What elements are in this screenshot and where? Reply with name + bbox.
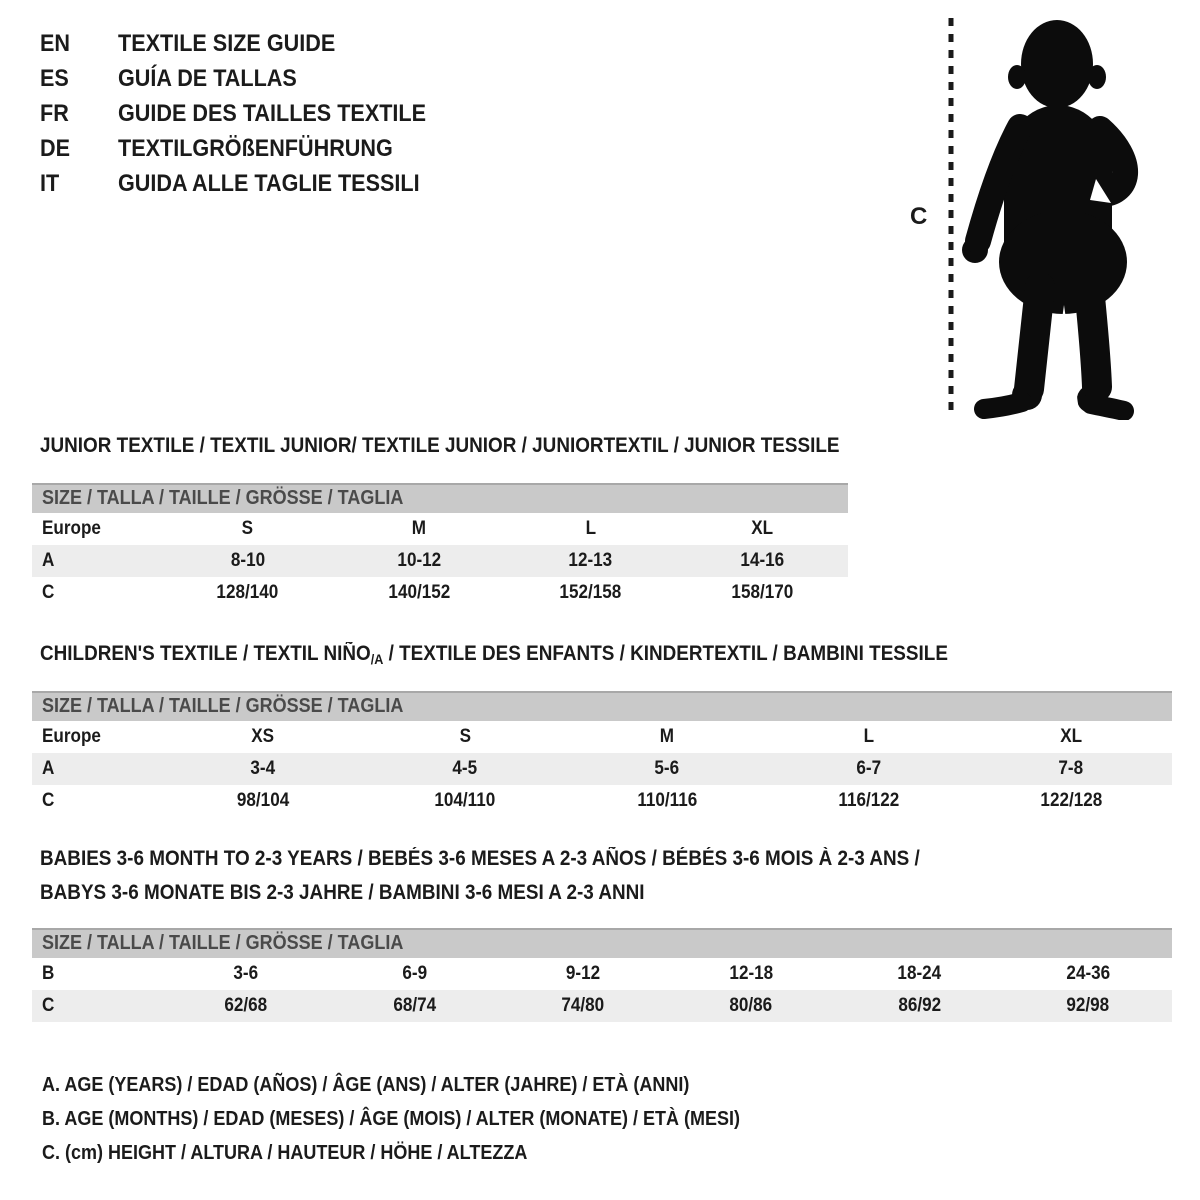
cell-value: 5-6 — [654, 758, 680, 779]
cell-value: XS — [251, 726, 275, 747]
cell-value: 3-4 — [250, 758, 276, 779]
language-code: ES — [40, 65, 69, 92]
row-label: A — [42, 758, 55, 779]
cell-value: 104/110 — [434, 790, 496, 811]
cell-value: 24-36 — [1065, 963, 1110, 984]
cell-value: XL — [1060, 726, 1082, 747]
legend-line-b: B. AGE (MONTHS) / EDAD (MESES) / ÂGE (MOIS) / ALTER (MONATE) / ETÀ (MESI) — [42, 1108, 740, 1130]
legend-line-a: A. AGE (YEARS) / EDAD (AÑOS) / ÂGE (ANS) / ALTER (JAHRE) / ETÀ (ANNI) — [42, 1074, 690, 1096]
language-row — [40, 166, 460, 201]
nino-a-subscript: /A — [370, 651, 384, 667]
language-row — [40, 131, 460, 166]
row-label: A — [42, 550, 55, 571]
height-measure-dashed-line — [947, 16, 955, 420]
language-code: EN — [40, 30, 71, 57]
measurement-legend — [42, 1068, 818, 1170]
cell-value: S — [242, 518, 254, 539]
legend-line-c: C. (cm) HEIGHT / ALTURA / HAUTEUR / HÖHE / ALTEZZA — [42, 1142, 528, 1164]
cell-value: 62/68 — [224, 995, 268, 1016]
junior-size-table — [32, 483, 848, 609]
cell-value: 110/116 — [637, 790, 697, 811]
height-measure-figure — [900, 0, 1200, 430]
cell-value: 122/128 — [1040, 790, 1102, 811]
table-row — [32, 753, 1172, 785]
cell-value: 10-12 — [397, 550, 442, 571]
section-heading-junior: JUNIOR TEXTILE / TEXTIL JUNIOR/ TEXTILE JUNIOR / JUNIORTEXTIL / JUNIOR TESSILE — [40, 434, 840, 457]
table-row — [32, 958, 1172, 990]
cell-value: S — [459, 726, 471, 747]
children-size-table — [32, 691, 1172, 817]
language-row — [40, 26, 460, 61]
cell-value: L — [863, 726, 875, 747]
cell-value: XL — [751, 518, 774, 539]
cell-value: 86/92 — [898, 995, 941, 1016]
section-heading-children: CHILDREN'S TEXTILE / TEXTIL $NIÑO_{/A}$ / TEXTILE DES ENFANTS / KINDERTEXTIL / BAMBINI TESSILE — [40, 642, 948, 667]
cell-value: 128/140 — [216, 582, 279, 603]
cell-value: 6-9 — [402, 963, 427, 984]
table-row — [32, 990, 1172, 1022]
table-row — [32, 577, 848, 609]
size-header-bar: SIZE / TALLA / TAILLE / GRÖSSE / TAGLIA — [32, 483, 848, 513]
cell-value: 14-16 — [740, 550, 785, 571]
cell-value: 68/74 — [393, 995, 436, 1016]
babies-size-table — [32, 928, 1172, 1022]
cell-value: 80/86 — [729, 995, 773, 1016]
cell-value: 158/170 — [731, 582, 794, 603]
language-title-block — [40, 26, 460, 201]
cell-value: 4-5 — [452, 758, 478, 779]
cell-value: 12-18 — [729, 963, 774, 984]
language-code: IT — [40, 170, 60, 197]
row-label: Europe — [42, 518, 101, 539]
cell-value: 6-7 — [856, 758, 882, 779]
row-label: Europe — [42, 726, 101, 747]
section-heading-babies-line1: BABIES 3-6 MONTH TO 2-3 YEARS / BEBÉS 3-6 MESES A 2-3 AÑOS / BÉBÉS 3-6 MOIS À 2-3 ANS / — [40, 847, 920, 870]
cell-value: 98/104 — [236, 790, 290, 811]
cell-value: L — [585, 518, 596, 539]
language-code: DE — [40, 135, 71, 162]
guide-title: GUÍA DE TALLAS — [118, 65, 297, 92]
guide-title: TEXTILGRÖßENFÜHRUNG — [118, 135, 393, 162]
row-label: C — [42, 582, 55, 603]
table-row — [32, 513, 848, 545]
cell-value: M — [412, 518, 427, 539]
row-label: C — [42, 995, 55, 1016]
cell-value: M — [659, 726, 675, 747]
language-code: FR — [40, 100, 69, 127]
language-row — [40, 61, 460, 96]
guide-title: GUIDA ALLE TAGLIE TESSILI — [118, 170, 420, 197]
cell-value: 18-24 — [897, 963, 942, 984]
table-row — [32, 545, 848, 577]
guide-title: GUIDE DES TAILLES TEXTILE — [118, 100, 427, 127]
table-row — [32, 721, 1172, 753]
cell-value: 116/122 — [838, 790, 900, 811]
size-header-bar: SIZE / TALLA / TAILLE / GRÖSSE / TAGLIA — [32, 691, 1172, 721]
height-measure-label: C — [910, 203, 928, 230]
section-heading-babies-line2: BABYS 3-6 MONATE BIS 2-3 JAHRE / BAMBINI 3-6 MESI A 2-3 ANNI — [40, 881, 645, 904]
toddler-silhouette-icon — [960, 15, 1140, 420]
cell-value: 152/158 — [559, 582, 622, 603]
cell-value: 9-12 — [565, 963, 600, 984]
cell-value: 74/80 — [561, 995, 605, 1016]
guide-title: TEXTILE SIZE GUIDE — [118, 30, 336, 57]
cell-value: 3-6 — [233, 963, 259, 984]
row-label: C — [42, 790, 55, 811]
table-row — [32, 785, 1172, 817]
language-row — [40, 96, 460, 131]
cell-value: 92/98 — [1066, 995, 1110, 1016]
cell-value: 140/152 — [388, 582, 451, 603]
cell-value: 12-13 — [568, 550, 613, 571]
cell-value: 8-10 — [230, 550, 265, 571]
size-header-bar: SIZE / TALLA / TAILLE / GRÖSSE / TAGLIA — [32, 928, 1172, 958]
row-label: B — [42, 963, 55, 984]
cell-value: 7-8 — [1058, 758, 1084, 779]
